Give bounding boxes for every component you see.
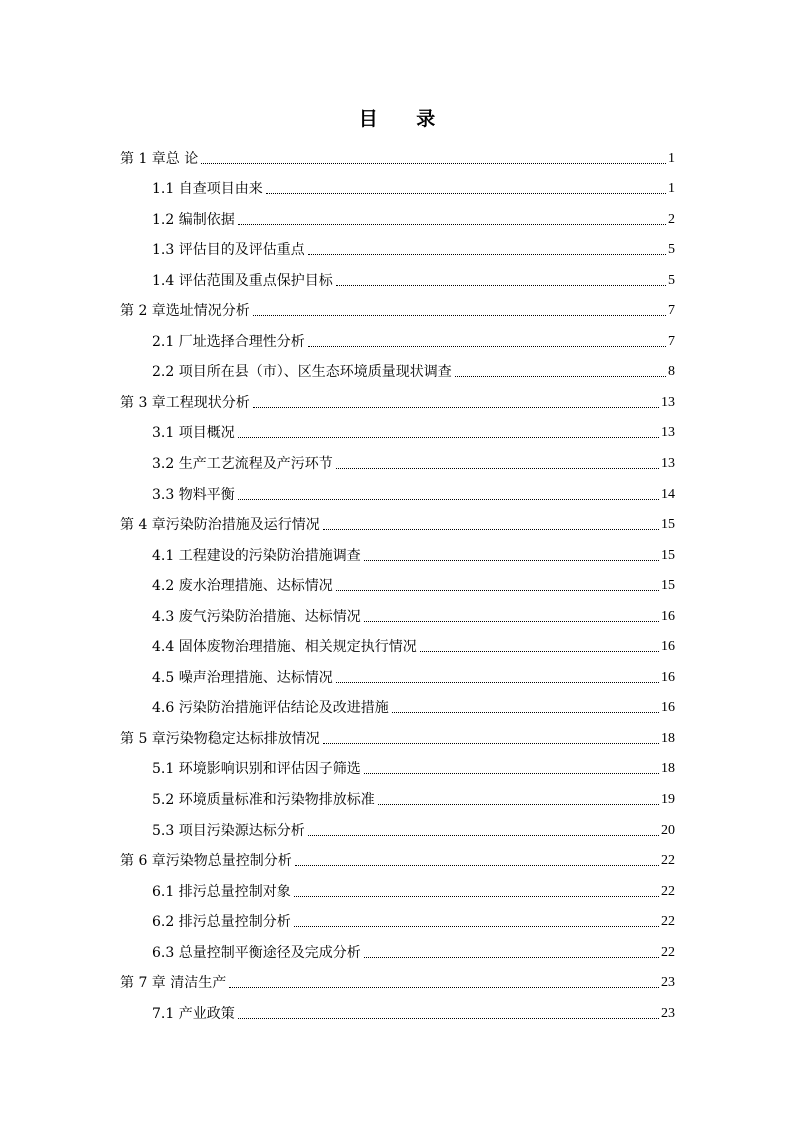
- toc-section-entry[interactable]: [120, 782, 675, 813]
- toc-dot-leader: [455, 376, 666, 377]
- toc-entry-label: 第 5 章污染物稳定达标排放情况: [120, 730, 320, 747]
- toc-page-number: 23: [661, 1005, 675, 1021]
- toc-page-number: 15: [661, 517, 675, 533]
- toc-page-number: 2: [668, 211, 675, 227]
- toc-dot-leader: [294, 896, 659, 897]
- toc-entry-label: 7.1 产业政策: [152, 1005, 235, 1022]
- toc-page-number: 23: [661, 975, 675, 991]
- toc-section-entry[interactable]: [120, 813, 675, 844]
- toc-dot-leader: [323, 529, 659, 530]
- toc-chapter-entry[interactable]: [120, 966, 675, 997]
- toc-page-number: 22: [661, 944, 675, 960]
- toc-page-number: 19: [661, 792, 675, 808]
- toc-section-entry[interactable]: [120, 172, 675, 203]
- toc-dot-leader: [266, 193, 666, 194]
- toc-dot-leader: [238, 437, 659, 438]
- toc-dot-leader: [378, 804, 659, 805]
- toc-page-number: 20: [661, 822, 675, 838]
- toc-dot-leader: [229, 987, 659, 988]
- toc-section-entry[interactable]: [120, 446, 675, 477]
- toc-dot-leader: [323, 743, 659, 744]
- toc-entry-label: 3.2 生产工艺流程及产污环节: [152, 456, 333, 473]
- toc-page-number: 15: [661, 578, 675, 594]
- toc-section-entry[interactable]: [120, 569, 675, 600]
- toc-section-entry[interactable]: [120, 538, 675, 569]
- toc-list: [120, 141, 675, 1027]
- toc-dot-leader: [364, 957, 659, 958]
- toc-page-number: 16: [661, 639, 675, 655]
- toc-dot-leader: [336, 468, 659, 469]
- toc-dot-leader: [294, 926, 659, 927]
- toc-chapter-entry[interactable]: [120, 508, 675, 539]
- toc-section-entry[interactable]: [120, 905, 675, 936]
- toc-page-number: 7: [668, 303, 675, 319]
- toc-section-entry[interactable]: [120, 477, 675, 508]
- toc-dot-leader: [336, 590, 659, 591]
- toc-entry-label: 5.2 环境质量标准和污染物排放标准: [152, 792, 375, 809]
- toc-page-number: 22: [661, 853, 675, 869]
- toc-page-number: 16: [661, 608, 675, 624]
- toc-section-entry[interactable]: [120, 660, 675, 691]
- toc-page-number: 1: [668, 150, 675, 166]
- toc-entry-label: 第 3 章工程现状分析: [120, 394, 250, 411]
- toc-entry-label: 2.2 项目所在县（市）、区生态环境质量现状调查: [152, 364, 452, 381]
- toc-chapter-entry[interactable]: [120, 721, 675, 752]
- toc-entry-label: 6.3 总量控制平衡途径及完成分析: [152, 944, 361, 961]
- toc-title: 目 录: [358, 108, 452, 130]
- toc-section-entry[interactable]: [120, 630, 675, 661]
- toc-page-number: 22: [661, 883, 675, 899]
- toc-dot-leader: [336, 682, 659, 683]
- toc-page-number: 13: [661, 456, 675, 472]
- toc-dot-leader: [253, 407, 659, 408]
- toc-section-entry[interactable]: [120, 233, 675, 264]
- toc-page-number: 5: [668, 242, 675, 258]
- toc-dot-leader: [364, 773, 659, 774]
- toc-page-number: 18: [661, 730, 675, 746]
- toc-chapter-entry[interactable]: [120, 844, 675, 875]
- toc-page-number: 7: [668, 333, 675, 349]
- toc-page-number: 16: [661, 700, 675, 716]
- toc-page-number: 5: [668, 272, 675, 288]
- toc-section-entry[interactable]: [120, 324, 675, 355]
- toc-section-entry[interactable]: [120, 691, 675, 722]
- toc-dot-leader: [308, 254, 666, 255]
- toc-entry-label: 4.3 废气污染防治措施、达标情况: [152, 608, 361, 625]
- toc-entry-label: 1.4 评估范围及重点保护目标: [152, 272, 333, 289]
- toc-section-entry[interactable]: [120, 752, 675, 783]
- toc-chapter-entry[interactable]: [120, 294, 675, 325]
- toc-entry-label: 1.1 自查项目由来: [152, 181, 263, 198]
- toc-section-entry[interactable]: [120, 935, 675, 966]
- toc-section-entry[interactable]: [120, 263, 675, 294]
- toc-page-number: 8: [668, 364, 675, 380]
- toc-dot-leader: [308, 835, 659, 836]
- toc-page-number: 13: [661, 425, 675, 441]
- toc-page-number: 13: [661, 394, 675, 410]
- toc-entry-label: 1.2 编制依据: [152, 211, 235, 228]
- toc-dot-leader: [201, 163, 666, 164]
- toc-entry-label: 5.3 项目污染源达标分析: [152, 822, 305, 839]
- toc-entry-label: 4.6 污染防治措施评估结论及改进措施: [152, 700, 389, 717]
- toc-entry-label: 2.1 厂址选择合理性分析: [152, 333, 305, 350]
- toc-section-entry[interactable]: [120, 996, 675, 1027]
- toc-entry-label: 4.4 固体废物治理措施、相关规定执行情况: [152, 639, 417, 656]
- toc-page-number: 16: [661, 669, 675, 685]
- toc-dot-leader: [364, 621, 659, 622]
- toc-entry-label: 4.5 噪声治理措施、达标情况: [152, 669, 333, 686]
- toc-section-entry[interactable]: [120, 416, 675, 447]
- toc-chapter-entry[interactable]: [120, 385, 675, 416]
- toc-section-entry[interactable]: [120, 874, 675, 905]
- toc-entry-label: 第 1 章总 论: [120, 150, 199, 167]
- toc-entry-label: 3.1 项目概况: [152, 425, 235, 442]
- toc-entry-label: 6.2 排污总量控制分析: [152, 914, 291, 931]
- toc-chapter-entry[interactable]: [120, 141, 675, 172]
- toc-page-number: 22: [661, 914, 675, 930]
- toc-entry-label: 5.1 环境影响识别和评估因子筛选: [152, 761, 361, 778]
- toc-dot-leader: [364, 560, 659, 561]
- toc-entry-label: 1.3 评估目的及评估重点: [152, 242, 305, 259]
- toc-section-entry[interactable]: [120, 202, 675, 233]
- toc-page-number: 18: [661, 761, 675, 777]
- toc-entry-label: 第 7 章 清洁生产: [120, 975, 227, 992]
- toc-page-number: 14: [661, 486, 675, 502]
- toc-dot-leader: [253, 315, 666, 316]
- toc-entry-label: 4.2 废水治理措施、达标情况: [152, 578, 333, 595]
- toc-dot-leader: [392, 712, 659, 713]
- toc-entry-label: 6.1 排污总量控制对象: [152, 883, 291, 900]
- toc-dot-leader: [238, 499, 659, 500]
- toc-section-entry[interactable]: [120, 355, 675, 386]
- toc-entry-label: 第 2 章选址情况分析: [120, 303, 250, 320]
- toc-entry-label: 第 6 章污染物总量控制分析: [120, 853, 292, 870]
- toc-dot-leader: [420, 651, 659, 652]
- toc-dot-leader: [295, 865, 659, 866]
- toc-entry-label: 第 4 章污染防治措施及运行情况: [120, 517, 320, 534]
- toc-dot-leader: [308, 346, 666, 347]
- toc-dot-leader: [238, 224, 666, 225]
- toc-section-entry[interactable]: [120, 599, 675, 630]
- toc-dot-leader: [238, 1018, 659, 1019]
- toc-entry-label: 4.1 工程建设的污染防治措施调查: [152, 547, 361, 564]
- toc-dot-leader: [336, 285, 666, 286]
- toc-page-number: 1: [668, 181, 675, 197]
- toc-entry-label: 3.3 物料平衡: [152, 486, 235, 503]
- toc-page-number: 15: [661, 547, 675, 563]
